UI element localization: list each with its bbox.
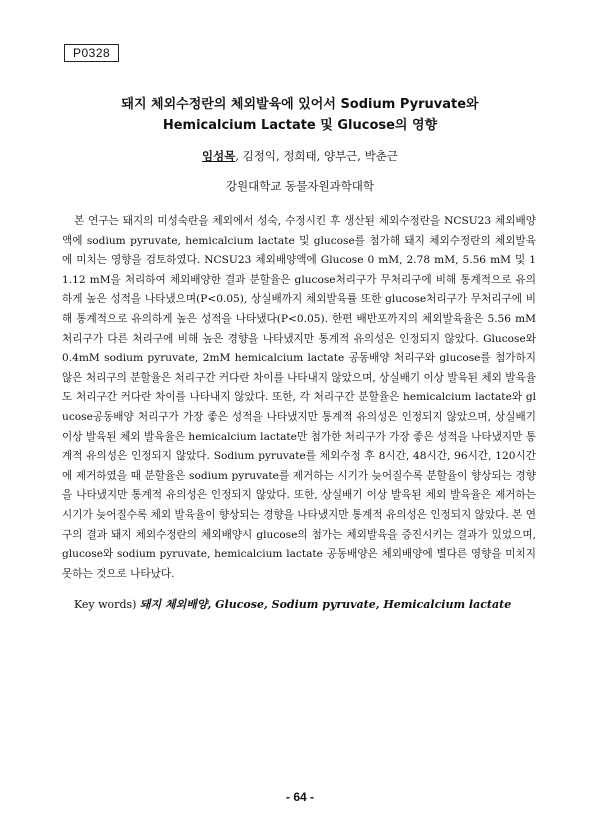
keywords-list: 돼지 체외배양, Glucose, Sodium pyruvate, Hemicalcium lactate — [139, 598, 512, 611]
co-authors: , 김정익, 정희태, 양부근, 박춘근 — [235, 149, 398, 163]
keywords-label: Key words) — [74, 598, 140, 611]
presenting-author: 임성목 — [202, 149, 236, 163]
affiliation: 강원대학교 동물자원과학대학 — [225, 179, 375, 193]
page-number: - 64 - — [285, 790, 314, 804]
paper-title — [40, 94, 560, 136]
title-line-2: Hemicalcium Lactate 및 Glucose의 영향 — [162, 118, 438, 133]
author-list — [40, 148, 560, 164]
title-line-1: 돼지 체외수정란의 체외발육에 있어서 Sodium Pyruvate와 — [121, 97, 479, 112]
abstract-body: 본 연구는 돼지의 미성숙란을 체외에서 성숙, 수정시킨 후 생산된 체외수정란을 NCSU23 체외배양액에 sodium pyruvate, hemicalcium lactate 및 glucose를 첨가해 돼지 체외수정란의 체외발육에 미치는 영향을 검토하였다. NCSU23 체외배양액에 Glucose 0 mM, 2.78 mM, 5.56 mM 및 11.12 mM을 처리하여 체외배양한 결과 분할율은 glucose처리구가 무처리구에 비해 통계적으로 유의하게 높은 성적을 나타냈으며(P<0.05), 상실배까지 체외발육률 또한 glucose처리구가 무처리구에 비해 통계적으로 유의하게 높은 성적을 나타냈다(P<0.05). 한편 배반포까지의 체외발육율은 5.56 mM 처리구가 다른 처리구에 비해 높은 경향을 나타냈지만 통계적 유의성은 인정되지 않았다. Glucose와 0.4mM sodium pyruvate, 2mM hemicalcium lactate 공동배양 처리구와 glucose를 첨가하지 않은 처리구의 분할율은 처리구간 커다란 차이를 나타내지 않았으며, 상실배기 이상 발육된 체외 발육율도 처리구간 커다란 차이를 나타내지 않았다. 또한, 각 처리구간 분할율은 hemicalcium lactate와 glucose공동배양 처리구가 가장 좋은 성적을 나타냈지만 통계적 유의성은 인정되지 않았으며, 상실배기 이상 발육된 체외 발육율은 hemicalcium lactate만 첨가한 처리구가 가장 좋은 성적을 나타냈지만 통계적 유의성은 인정되지 않았다. Sodium pyruvate를 체외수정 후 8시간, 48시간, 96시간, 120시간에 제거하였을 때 분할율은 sodium pyruvate를 제거하는 시기가 늦어질수록 분할율이 향상되는 경향을 나타냈지만 통계적 유의성은 인정되지 않았다. 또한, 상실배기 이상 발육된 체외 발육율은 제거하는 시기가 늦어질수록 체외 발육율이 향상되는 경향을 나타냈지만 통계적 유의성은 인정되지 않았다. 본 연구의 결과 돼지 체외수정란의 체외배양시 glucose의 첨가는 체외발육을 증진시키는 결과가 있었으며, glucose와 sodium pyruvate, hemicalcium lactate 공동배양은 체외배양에 별다른 영향을 미치지 못하는 것으로 나타났다. — [62, 215, 536, 580]
paper-code-label: P0328 — [64, 44, 119, 62]
keywords-line — [74, 596, 511, 612]
